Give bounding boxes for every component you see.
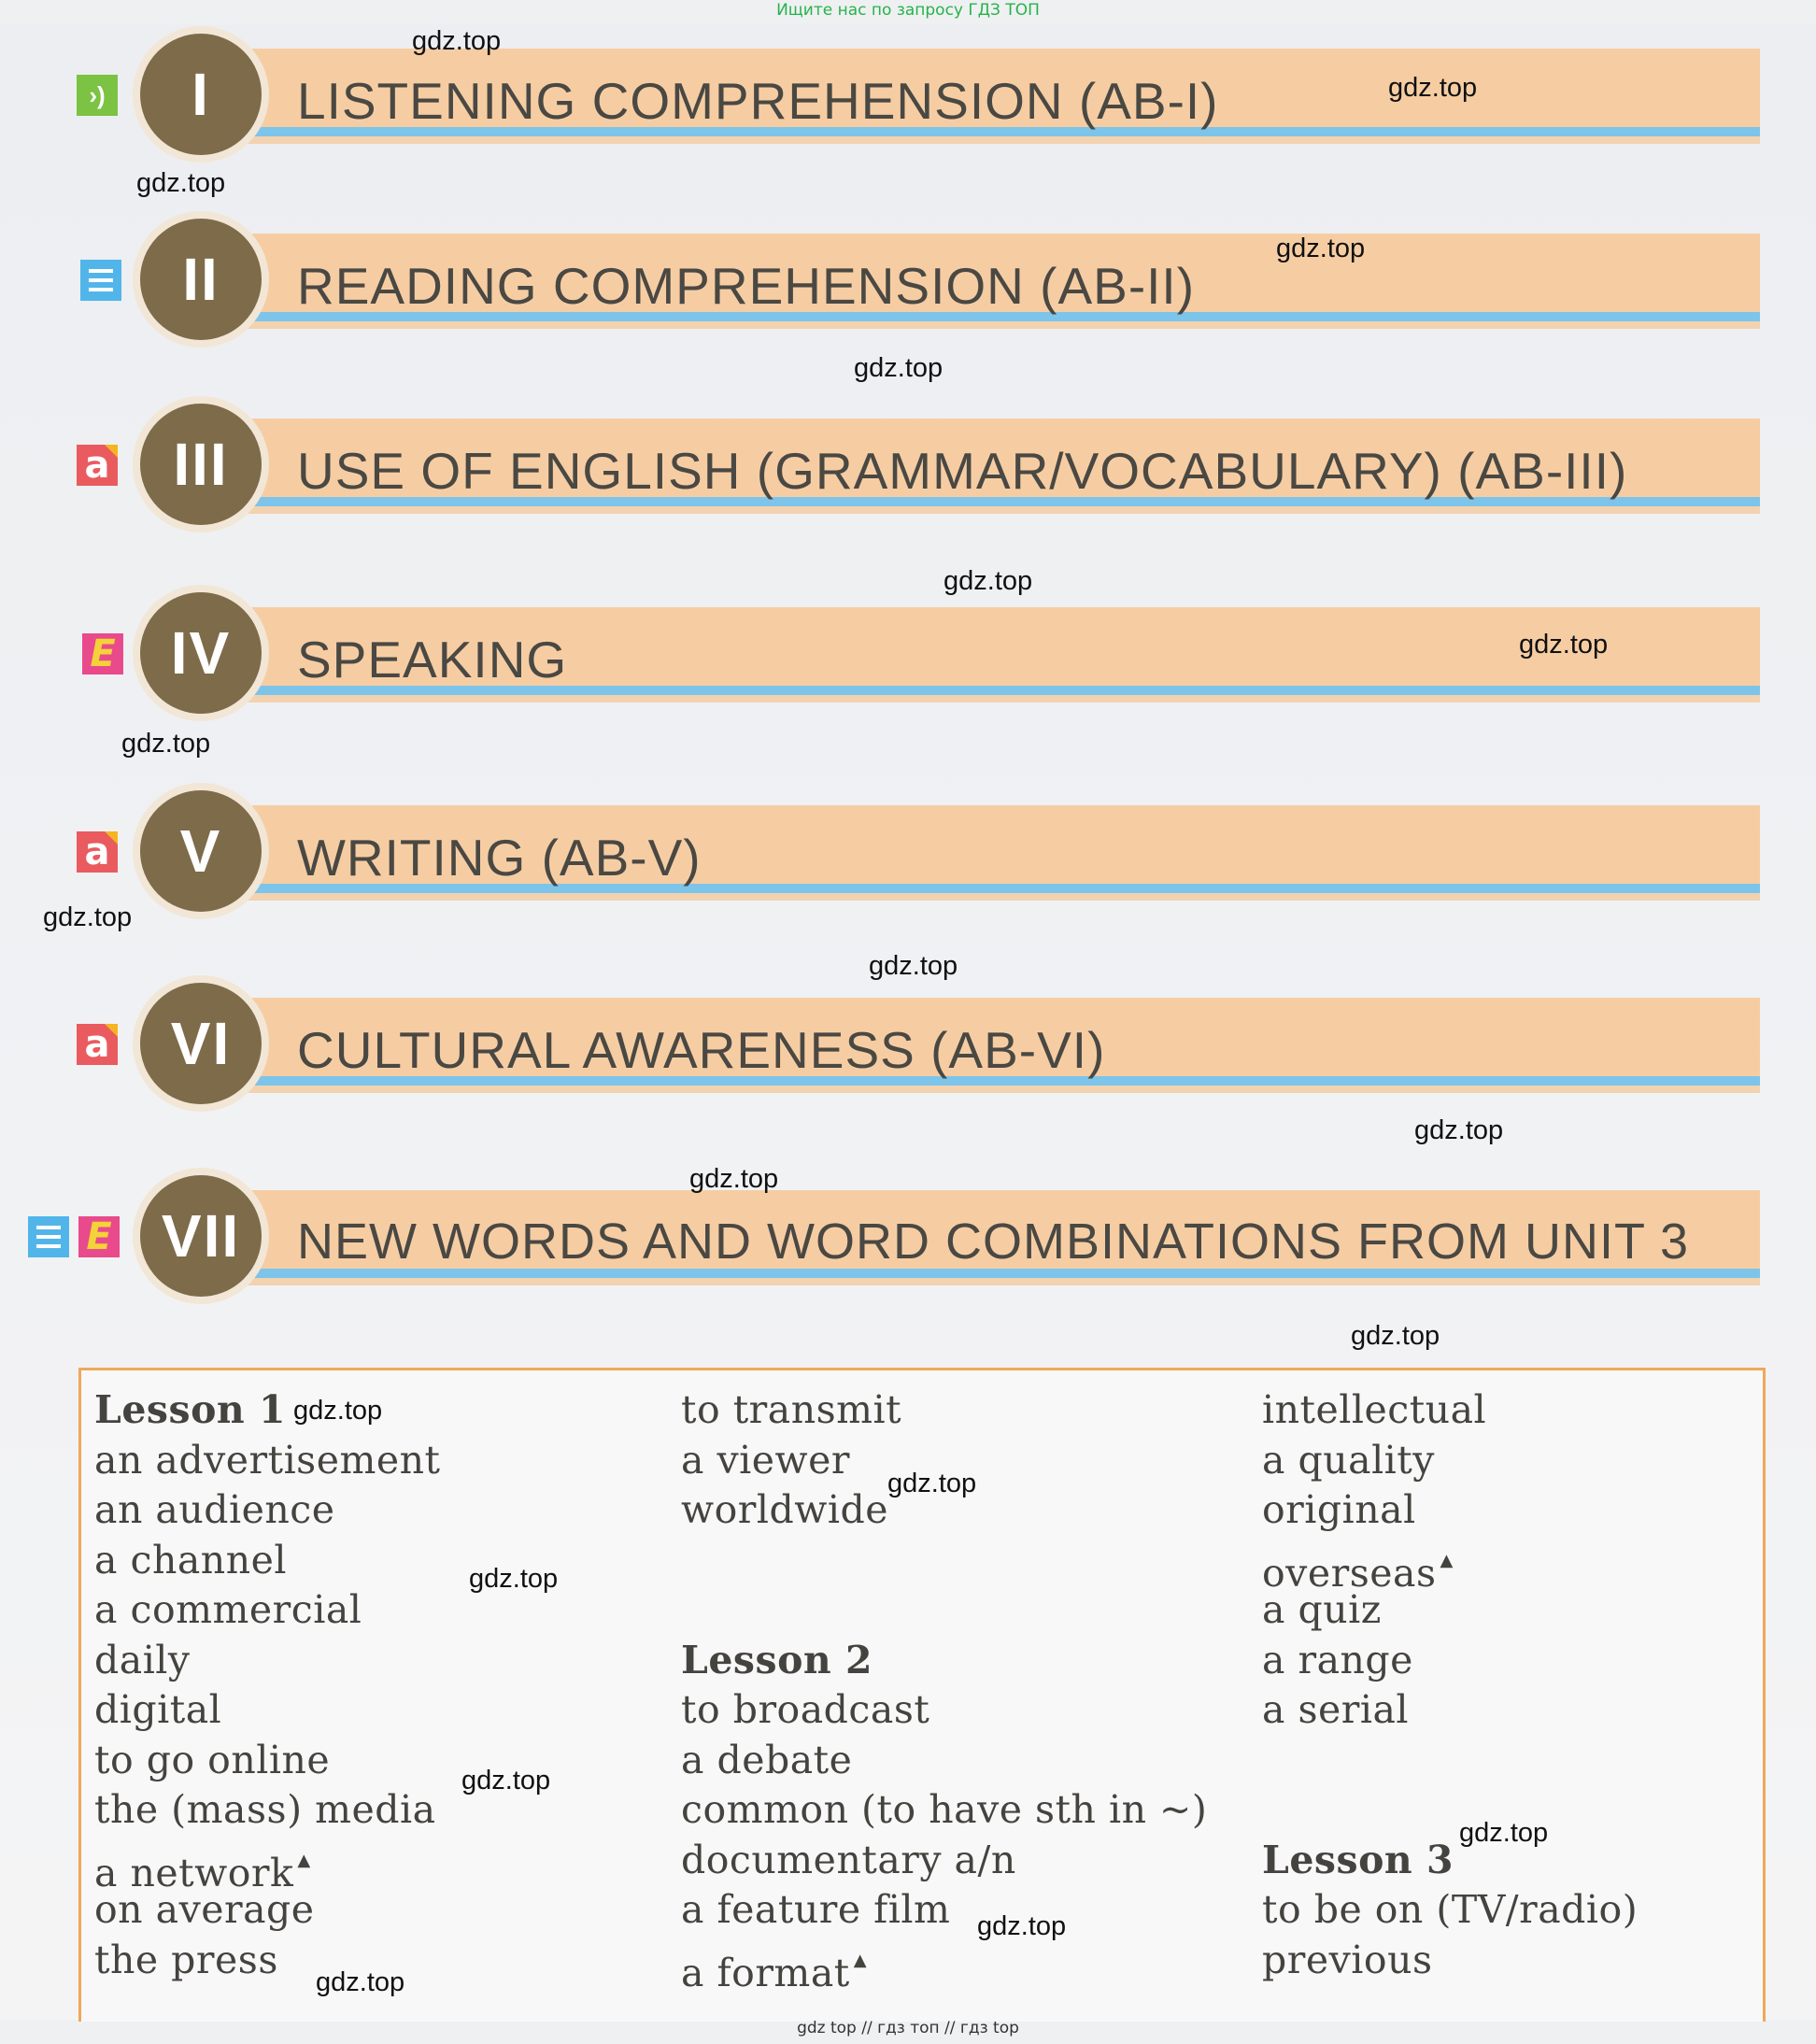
section-underline-shadow — [234, 695, 1760, 703]
triangle-marker-icon: ▲ — [1440, 1550, 1454, 1570]
vocab-word: overseas — [1262, 1550, 1437, 1596]
vocab-word: the (mass) media — [94, 1787, 436, 1832]
vocabulary-box — [78, 1368, 1766, 2022]
vocab-column-3 — [1262, 1385, 1638, 1985]
letter-a-icon: a — [77, 831, 118, 873]
watermark: gdz.top — [854, 353, 943, 383]
vocab-word: daily — [94, 1637, 191, 1682]
section-title: LISTENING COMPREHENSION (AB-I) — [297, 72, 1219, 130]
watermark: gdz.top — [1276, 234, 1366, 263]
section-underline-shadow — [234, 506, 1760, 514]
spacer — [681, 1536, 1207, 1586]
header-note: Ищите нас по запросу ГДЗ ТОП — [776, 1, 1040, 20]
section-title: WRITING (AB-V) — [297, 829, 702, 887]
section-underline-shadow — [234, 321, 1760, 329]
vocab-word: original — [1262, 1487, 1416, 1532]
watermark: gdz.top — [136, 168, 226, 198]
vocab-word-item — [1262, 1536, 1638, 1596]
footer-note: gdz top // гдз топ // гдз top — [797, 2019, 1019, 2037]
spacer — [681, 1585, 1207, 1636]
vocab-word: digital — [94, 1687, 222, 1732]
vocab-word: the press — [94, 1937, 278, 1982]
watermark: gdz.top — [293, 1396, 383, 1426]
spacer — [1262, 1736, 1638, 1786]
reading-icon — [28, 1216, 69, 1257]
vocab-word: a channel — [94, 1537, 287, 1583]
vocab-column-1 — [94, 1385, 441, 1985]
vocab-word: a quiz — [1262, 1587, 1382, 1632]
vocab-word: to broadcast — [681, 1687, 930, 1732]
section-writing — [0, 783, 1816, 923]
vocab-word-item — [94, 1836, 441, 1895]
vocab-word: to transmit — [681, 1387, 902, 1432]
vocab-word: an advertisement — [94, 1437, 441, 1483]
vocab-word: a serial — [1262, 1687, 1410, 1732]
section-use-of-english — [0, 396, 1816, 536]
section-underline-shadow — [234, 1086, 1760, 1093]
vocab-word: common (to have sth in ~) — [681, 1787, 1208, 1832]
reading-icon — [80, 260, 121, 301]
vocab-word: a network — [94, 1850, 294, 1895]
vocab-word: a commercial — [94, 1587, 362, 1632]
watermark: gdz.top — [412, 26, 502, 56]
watermark: gdz.top — [887, 1469, 977, 1498]
vocab-word: to be on (TV/radio) — [1262, 1887, 1639, 1932]
section-reading — [0, 211, 1816, 351]
vocab-word: documentary a/n — [681, 1837, 1016, 1882]
watermark: gdz.top — [977, 1911, 1067, 1941]
section-title: SPEAKING — [297, 631, 568, 688]
letter-e-icon: E — [82, 633, 123, 674]
vocab-word: previous — [1262, 1937, 1433, 1982]
triangle-marker-icon: ▲ — [297, 1850, 311, 1870]
section-underline-shadow — [234, 136, 1760, 144]
watermark: gdz.top — [316, 1967, 405, 1997]
section-underline-shadow — [234, 1278, 1760, 1285]
lesson-heading: Lesson 1 — [94, 1387, 287, 1432]
letter-a-icon: a — [77, 1024, 118, 1065]
watermark: gdz.top — [1388, 73, 1478, 103]
section-numeral: III — [133, 396, 269, 532]
watermark: gdz.top — [43, 902, 133, 932]
section-numeral: I — [133, 26, 269, 163]
vocab-word: a range — [1262, 1637, 1413, 1682]
section-new-words — [0, 1168, 1816, 1308]
section-title: NEW WORDS AND WORD COMBINATIONS FROM UNIT 3 — [297, 1214, 1690, 1270]
watermark: gdz.top — [1414, 1115, 1504, 1145]
watermark: gdz.top — [1519, 630, 1609, 660]
watermark: gdz.top — [1351, 1321, 1440, 1351]
watermark: gdz.top — [469, 1564, 559, 1594]
section-numeral: IV — [133, 585, 269, 721]
vocab-word: an audience — [94, 1487, 335, 1532]
section-numeral: VII — [133, 1168, 269, 1304]
section-title: CULTURAL AWARENESS (AB-VI) — [297, 1021, 1106, 1079]
watermark: gdz.top — [869, 951, 958, 981]
triangle-marker-icon: ▲ — [853, 1950, 868, 1970]
spacer — [1262, 1785, 1638, 1836]
vocab-word: a viewer — [681, 1437, 850, 1483]
letter-e-icon: E — [78, 1216, 120, 1257]
section-title: READING COMPREHENSION (AB-II) — [297, 257, 1196, 315]
vocab-word: on average — [94, 1887, 315, 1932]
vocab-word: to go online — [94, 1737, 331, 1782]
section-numeral: VI — [133, 975, 269, 1112]
lesson-heading: Lesson 3 — [1262, 1837, 1454, 1882]
section-numeral: II — [133, 211, 269, 348]
section-numeral: V — [133, 783, 269, 919]
vocab-word: a format — [681, 1950, 850, 1995]
watermark: gdz.top — [121, 729, 211, 759]
letter-a-icon: a — [77, 445, 118, 486]
vocab-word: a feature film — [681, 1887, 951, 1932]
section-listening — [0, 26, 1816, 166]
vocab-word: worldwide — [681, 1487, 888, 1532]
section-underline-shadow — [234, 893, 1760, 901]
section-title: USE OF ENGLISH (GRAMMAR/VOCABULARY) (AB-III) — [297, 442, 1628, 500]
watermark: gdz.top — [689, 1164, 779, 1194]
watermark: gdz.top — [461, 1766, 551, 1796]
vocab-word-item — [681, 1936, 1207, 1995]
lesson-heading: Lesson 2 — [681, 1637, 873, 1682]
vocab-word: a debate — [681, 1737, 853, 1782]
audio-icon: ›) — [77, 75, 118, 116]
watermark: gdz.top — [943, 566, 1033, 596]
vocab-word: a quality — [1262, 1437, 1435, 1483]
section-cultural-awareness — [0, 975, 1816, 1115]
vocab-word: intellectual — [1262, 1387, 1487, 1432]
watermark: gdz.top — [1459, 1818, 1549, 1848]
